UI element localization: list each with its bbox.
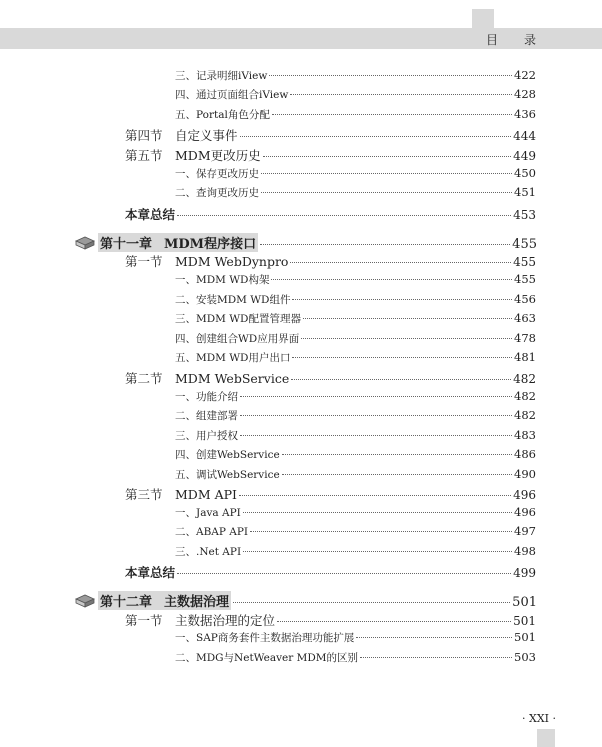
subsection-title: 五、Portal角色分配: [175, 109, 270, 121]
toc-entry-label: [175, 389, 238, 404]
subsection-title: 三、记录明细iView: [175, 70, 268, 82]
subsection-title: 一、MDM WD构架: [175, 274, 270, 286]
page-number: 482: [514, 389, 536, 403]
page-number: 498: [514, 544, 536, 558]
page-number: 496: [514, 505, 536, 519]
footer-block: [537, 729, 555, 747]
subsection-title: 四、创建组合WD应用界面: [175, 333, 300, 345]
page-number: 486: [514, 447, 536, 461]
toc-row-sub[interactable]: [175, 185, 536, 203]
toc-entry-label: [175, 467, 280, 482]
page-number: 436: [514, 107, 536, 121]
toc-entry-label: [175, 447, 280, 462]
toc-entry-label: [175, 166, 259, 181]
summary-title: 本章总结: [125, 207, 176, 222]
toc-entry-label: [175, 350, 290, 365]
subsection-title: 二、查询更改历史: [175, 187, 259, 199]
subsection-title: 三、.Net API: [175, 546, 242, 558]
toc-row-sub[interactable]: [175, 350, 536, 368]
leader-dots: [243, 551, 512, 552]
page-number: 455: [512, 237, 537, 252]
leader-dots: [269, 75, 512, 76]
page-number: 422: [514, 68, 536, 82]
subsection-title: 一、Java API: [175, 507, 241, 519]
subsection-title: 一、SAP商务套件主数据治理功能扩展: [175, 632, 355, 644]
page-number: 482: [514, 408, 536, 422]
subsection-title: 四、通过页面组合iView: [175, 89, 289, 101]
toc-row-sub[interactable]: [175, 292, 536, 310]
toc-row-sec[interactable]: [125, 611, 536, 629]
page-number: 463: [514, 311, 536, 325]
section-number: 第三节: [125, 487, 163, 502]
leader-dots: [356, 637, 512, 638]
header-title-right: 录: [524, 33, 537, 47]
subsection-title: 一、保存更改历史: [175, 168, 259, 180]
toc-entry-label: [125, 611, 275, 629]
page-number: 456: [514, 292, 536, 306]
subsection-title: 二、组建部署: [175, 410, 238, 422]
toc-entry-label: [175, 630, 354, 645]
page-number: 499: [513, 566, 536, 580]
leader-dots: [282, 454, 512, 455]
toc-entry-label: [175, 524, 248, 539]
toc-row-sec[interactable]: [125, 252, 536, 270]
leader-dots: [240, 136, 512, 137]
leader-dots: [271, 279, 512, 280]
header-title-left: 目: [486, 33, 499, 47]
toc-row-sub[interactable]: [175, 331, 536, 349]
page-number: 497: [514, 524, 536, 538]
leader-dots: [239, 495, 511, 496]
leader-dots: [303, 318, 512, 319]
toc-entry-label: [125, 146, 261, 164]
book-icon: [74, 593, 96, 609]
section-number: 第一节: [125, 254, 163, 269]
toc-row-sec[interactable]: [125, 369, 536, 387]
page-number: 490: [514, 467, 536, 481]
toc-row-summary[interactable]: [125, 205, 536, 223]
toc-row-sub[interactable]: [175, 311, 536, 329]
leader-dots: [261, 173, 512, 174]
leader-dots: [250, 531, 512, 532]
section-title: MDM更改历史: [175, 148, 261, 163]
toc-row-sub[interactable]: [175, 544, 536, 562]
page-number: 481: [514, 350, 536, 364]
toc-entry-label: [175, 311, 301, 326]
page-number: 450: [514, 166, 536, 180]
page-number: 501: [513, 614, 536, 628]
leader-dots: [277, 621, 511, 622]
subsection-title: 五、MDM WD用户出口: [175, 352, 291, 364]
subsection-title: 二、安装MDM WD组件: [175, 294, 291, 306]
toc-row-chapter[interactable]: [98, 233, 537, 251]
leader-dots: [290, 94, 512, 95]
toc-row-sub[interactable]: [175, 389, 536, 407]
leader-dots: [177, 573, 511, 574]
toc-row-summary[interactable]: [125, 563, 536, 581]
leader-dots: [263, 156, 511, 157]
toc-row-sub[interactable]: [175, 524, 536, 542]
chapter-number: 第十二章: [100, 595, 153, 610]
section-title: MDM WebDynpro: [175, 254, 289, 269]
toc-row-sub[interactable]: [175, 447, 536, 465]
page-number: 449: [513, 149, 536, 163]
leader-dots: [282, 474, 512, 475]
leader-dots: [261, 192, 512, 193]
toc-row-sub[interactable]: [175, 467, 536, 485]
section-number: 第一节: [125, 613, 163, 628]
toc-row-sub[interactable]: [175, 428, 536, 446]
page-number: 444: [513, 129, 536, 143]
toc-entry-label: [175, 544, 241, 559]
chapter-title: MDM程序接口: [164, 237, 257, 252]
toc-row-sub[interactable]: [175, 630, 536, 648]
toc-row-sub[interactable]: [175, 68, 536, 86]
page-header-title: [486, 31, 536, 48]
summary-title: 本章总结: [125, 565, 176, 580]
leader-dots: [260, 244, 510, 245]
toc-entry-label: [175, 272, 269, 287]
section-title: MDM WebService: [175, 371, 290, 386]
leader-dots: [177, 215, 511, 216]
toc-row-sub[interactable]: [175, 107, 536, 125]
leader-dots: [292, 299, 512, 300]
toc-row-sub[interactable]: [175, 87, 536, 105]
leader-dots: [290, 262, 511, 263]
chapter-number: 第十一章: [100, 237, 153, 252]
toc-entry-label: [175, 292, 290, 307]
page-number: 483: [514, 428, 536, 442]
leader-dots: [291, 379, 511, 380]
page-number: 503: [514, 650, 536, 664]
toc-entry-label: [175, 68, 267, 83]
toc-row-sub[interactable]: [175, 408, 536, 426]
toc-row-sub[interactable]: [175, 505, 536, 523]
toc-row-sub[interactable]: [175, 166, 536, 184]
subsection-title: 三、MDM WD配置管理器: [175, 313, 301, 325]
page-number: 496: [513, 488, 536, 502]
section-title: 自定义事件: [175, 128, 238, 143]
toc-row-sec[interactable]: [125, 485, 536, 503]
page-number: 478: [514, 331, 536, 345]
leader-dots: [240, 435, 512, 436]
subsection-title: 四、创建WebService: [175, 449, 280, 461]
subsection-title: 二、ABAP API: [175, 526, 249, 538]
section-title: MDM API: [175, 487, 237, 502]
toc-row-sec[interactable]: [125, 146, 536, 164]
toc-row-sec[interactable]: [125, 126, 536, 144]
chapter-title: 主数据治理: [164, 595, 230, 610]
toc-entry-label: [175, 185, 259, 200]
header-tab-block: [472, 9, 494, 28]
subsection-title: 三、用户授权: [175, 430, 238, 442]
toc-entry-label: [125, 369, 289, 387]
leader-dots: [233, 602, 510, 603]
page-number: 455: [514, 272, 536, 286]
page-number: 455: [513, 255, 536, 269]
toc-entry-label: [175, 87, 288, 102]
toc-entry-label: [125, 485, 237, 503]
toc-row-sub[interactable]: [175, 272, 536, 290]
toc-entry-label: [175, 505, 241, 520]
page-number: 428: [514, 87, 536, 101]
toc-entry-label: [125, 126, 238, 144]
section-number: 第四节: [125, 128, 163, 143]
book-icon: [74, 235, 96, 251]
section-title: 主数据治理的定位: [175, 613, 276, 628]
toc-entry-label: [175, 650, 358, 665]
leader-dots: [292, 357, 512, 358]
toc-entry-label: [125, 563, 175, 581]
subsection-title: 二、MDG与NetWeaver MDM的区别: [175, 652, 359, 664]
toc-entry-label: [98, 233, 258, 252]
toc-entry-label: [175, 428, 238, 443]
page-number: 482: [513, 372, 536, 386]
toc-row-chapter[interactable]: [98, 591, 537, 609]
leader-dots: [360, 657, 512, 658]
leader-dots: [272, 114, 512, 115]
toc-entry-label: [175, 107, 270, 122]
leader-dots: [243, 512, 512, 513]
toc-entry-label: [175, 331, 299, 346]
page-number: 501: [512, 595, 537, 610]
toc-entry-label: [125, 205, 175, 223]
page-number: 453: [513, 208, 536, 222]
section-number: 第五节: [125, 148, 163, 163]
toc-entry-label: [175, 408, 238, 423]
subsection-title: 五、调试WebService: [175, 469, 280, 481]
subsection-title: 一、功能介绍: [175, 391, 238, 403]
footer-page-number: · XXI ·: [522, 712, 556, 725]
toc-entry-label: [125, 252, 288, 270]
page-number: 501: [514, 630, 536, 644]
leader-dots: [301, 338, 512, 339]
toc-entry-label: [98, 591, 231, 610]
toc-row-sub[interactable]: [175, 650, 536, 668]
section-number: 第二节: [125, 371, 163, 386]
leader-dots: [240, 396, 512, 397]
leader-dots: [240, 415, 512, 416]
page-number: 451: [514, 185, 536, 199]
